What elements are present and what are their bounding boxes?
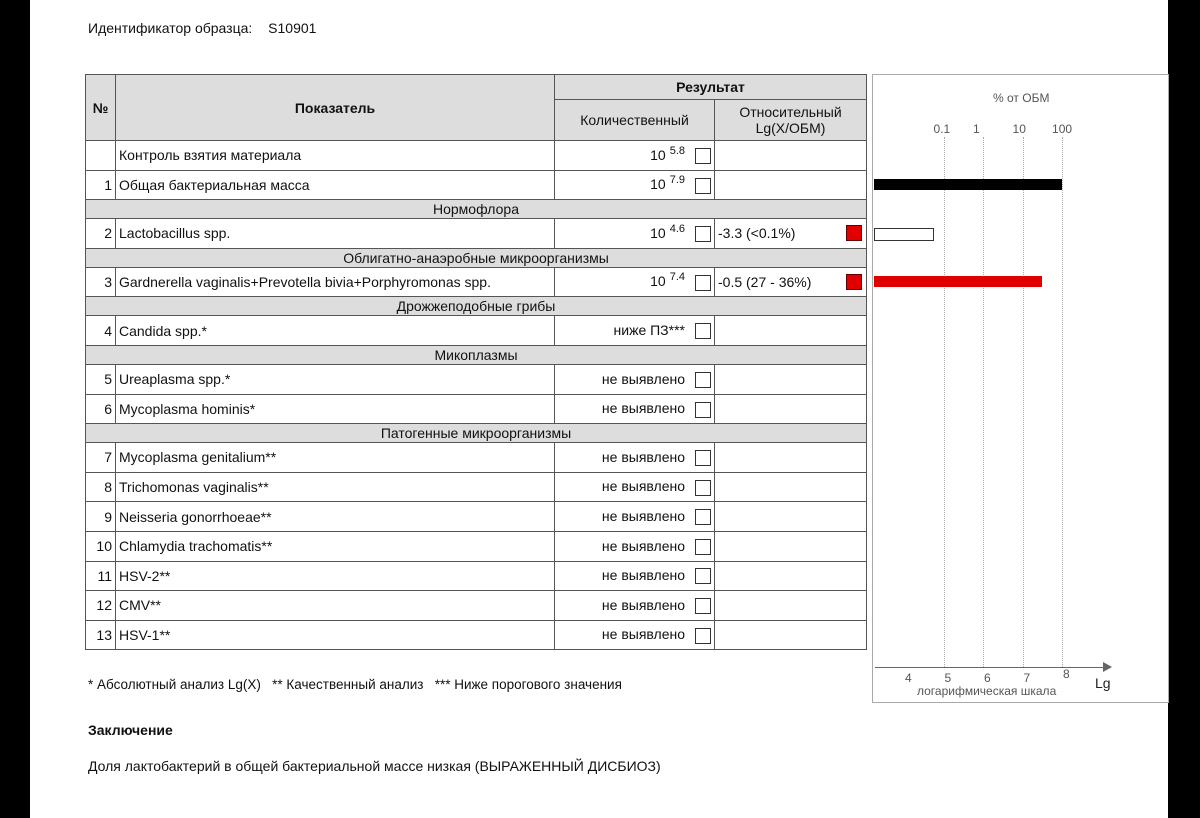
grid-line bbox=[944, 137, 945, 667]
quant-base: 10 bbox=[650, 273, 666, 290]
section-row bbox=[86, 248, 867, 267]
footnote: * Абсолютный анализ Lg(X) ** Качественный анализ *** Ниже порогового значения bbox=[88, 677, 622, 692]
row-number: 11 bbox=[86, 561, 116, 591]
quant-text: не выявлено bbox=[601, 400, 685, 417]
log-scale-chart bbox=[872, 74, 1169, 703]
quantitative-result bbox=[555, 141, 715, 171]
relative-result bbox=[715, 620, 867, 650]
relative-value: -3.3 (<0.1%) bbox=[718, 225, 796, 242]
indicator-name: Mycoplasma genitalium** bbox=[116, 443, 555, 473]
x-tick-label: 5 bbox=[944, 671, 952, 685]
quantitative-result bbox=[555, 443, 715, 473]
relative-result bbox=[715, 267, 867, 297]
quantitative-result bbox=[555, 591, 715, 621]
table-row bbox=[86, 394, 867, 424]
top-tick-label: 0.1 bbox=[933, 122, 951, 136]
table-row bbox=[86, 443, 867, 473]
section-title: Патогенные микроорганизмы bbox=[86, 424, 867, 443]
quant-text: не выявлено bbox=[601, 537, 685, 554]
relative-result bbox=[715, 531, 867, 561]
indicator-name: Chlamydia trachomatis** bbox=[116, 531, 555, 561]
quantitative-result bbox=[555, 170, 715, 200]
quantitative-result bbox=[555, 502, 715, 532]
col-num-header: № bbox=[86, 75, 116, 141]
x-axis-label: логарифмическая шкала bbox=[917, 684, 1057, 698]
alert-flag-icon bbox=[846, 225, 862, 241]
section-title: Нормофлора bbox=[86, 200, 867, 219]
quant-text: не выявлено bbox=[601, 370, 685, 387]
row-number: 9 bbox=[86, 502, 116, 532]
indicator-name: Ureaplasma spp.* bbox=[116, 364, 555, 394]
x-tick-label: 6 bbox=[984, 671, 991, 685]
table-row bbox=[86, 170, 867, 200]
top-tick-label: 1 bbox=[973, 122, 980, 136]
table-row bbox=[86, 219, 867, 249]
row-number: 6 bbox=[86, 394, 116, 424]
x-axis-unit: Lg bbox=[1095, 675, 1111, 691]
table-row bbox=[86, 531, 867, 561]
report-page bbox=[30, 0, 1168, 818]
row-number: 4 bbox=[86, 316, 116, 346]
quant-exponent: 7.9 bbox=[669, 174, 685, 187]
col-relative-header: Относительный Lg(X/ОБМ) bbox=[715, 100, 867, 141]
quant-base: 10 bbox=[650, 146, 666, 163]
quant-text: не выявлено bbox=[601, 626, 685, 643]
conclusion-text: Доля лактобактерий в общей бактериальной массе низкая (ВЫРАЖЕННЫЙ ДИСБИОЗ) bbox=[88, 758, 661, 774]
quant-checkbox bbox=[695, 226, 711, 242]
relative-result bbox=[715, 364, 867, 394]
quant-exponent: 7.4 bbox=[669, 271, 685, 284]
col-result-header: Результат bbox=[555, 75, 867, 100]
row-number: 3 bbox=[86, 267, 116, 297]
quant-checkbox bbox=[695, 178, 711, 194]
quant-checkbox bbox=[695, 372, 711, 388]
table-row bbox=[86, 502, 867, 532]
indicator-name: Candida spp.* bbox=[116, 316, 555, 346]
row-number: 2 bbox=[86, 219, 116, 249]
quantitative-result bbox=[555, 531, 715, 561]
top-tick-label: 10 bbox=[1012, 122, 1026, 136]
quant-checkbox bbox=[695, 323, 711, 339]
quantitative-result bbox=[555, 620, 715, 650]
quant-exponent: 4.6 bbox=[669, 222, 685, 235]
sample-id-label: Идентификатор образца: bbox=[88, 20, 253, 36]
section-title: Дрожжеподобные грибы bbox=[86, 297, 867, 316]
table-row bbox=[86, 141, 867, 171]
indicator-name: Контроль взятия материала bbox=[116, 141, 555, 171]
row-number: 13 bbox=[86, 620, 116, 650]
quant-checkbox bbox=[695, 539, 711, 555]
grid-line bbox=[1062, 137, 1063, 667]
indicator-name: Gardnerella vaginalis+Prevotella bivia+Porphyromonas spp. bbox=[116, 267, 555, 297]
x-axis-line bbox=[875, 667, 1110, 668]
table-row bbox=[86, 591, 867, 621]
table-row bbox=[86, 267, 867, 297]
table-row bbox=[86, 472, 867, 502]
quant-checkbox bbox=[695, 568, 711, 584]
grid-line bbox=[1023, 137, 1024, 667]
row-number: 10 bbox=[86, 531, 116, 561]
row-number: 5 bbox=[86, 364, 116, 394]
x-axis-arrow bbox=[1103, 662, 1112, 672]
quant-text: не выявлено bbox=[601, 507, 685, 524]
table-row bbox=[86, 561, 867, 591]
row-number bbox=[86, 141, 116, 171]
relative-result bbox=[715, 394, 867, 424]
relative-result bbox=[715, 502, 867, 532]
quant-text: не выявлено bbox=[601, 448, 685, 465]
relative-result bbox=[715, 443, 867, 473]
row-number: 7 bbox=[86, 443, 116, 473]
quant-exponent: 5.8 bbox=[669, 144, 685, 157]
quantitative-result bbox=[555, 394, 715, 424]
row-number: 1 bbox=[86, 170, 116, 200]
conclusion-heading: Заключение bbox=[88, 722, 173, 738]
section-title: Облигатно-анаэробные микроорганизмы bbox=[86, 248, 867, 267]
alert-flag-icon bbox=[846, 274, 862, 290]
bar-1 bbox=[874, 179, 1062, 190]
col-indicator-header: Показатель bbox=[116, 75, 555, 141]
table-row bbox=[86, 364, 867, 394]
quant-text: не выявлено bbox=[601, 596, 685, 613]
section-row bbox=[86, 424, 867, 443]
bar-3 bbox=[874, 276, 1042, 287]
quantitative-result bbox=[555, 472, 715, 502]
indicator-name: Lactobacillus spp. bbox=[116, 219, 555, 249]
relative-result bbox=[715, 316, 867, 346]
quant-checkbox bbox=[695, 402, 711, 418]
table-row bbox=[86, 620, 867, 650]
indicator-name: CMV** bbox=[116, 591, 555, 621]
indicator-name: Trichomonas vaginalis** bbox=[116, 472, 555, 502]
quant-checkbox bbox=[695, 628, 711, 644]
quant-checkbox bbox=[695, 480, 711, 496]
section-row bbox=[86, 200, 867, 219]
quant-checkbox bbox=[695, 598, 711, 614]
indicator-name: Общая бактериальная масса bbox=[116, 170, 555, 200]
sample-id bbox=[88, 20, 316, 36]
x-tick-label: 7 bbox=[1023, 671, 1031, 685]
top-tick-label: 100 bbox=[1052, 122, 1073, 136]
quant-checkbox bbox=[695, 148, 711, 164]
quant-base: 10 bbox=[650, 176, 666, 193]
indicator-name: Neisseria gonorrhoeae** bbox=[116, 502, 555, 532]
quant-text: не выявлено bbox=[601, 478, 685, 495]
relative-result bbox=[715, 561, 867, 591]
relative-value: -0.5 (27 - 36%) bbox=[718, 274, 812, 291]
quantitative-result bbox=[555, 364, 715, 394]
indicator-name: Mycoplasma hominis* bbox=[116, 394, 555, 424]
relative-result bbox=[715, 141, 867, 171]
quant-base: 10 bbox=[650, 224, 666, 241]
col-quant-header: Количественный bbox=[555, 100, 715, 141]
section-title: Микоплазмы bbox=[86, 345, 867, 364]
quant-text: не выявлено bbox=[601, 567, 685, 584]
quantitative-result bbox=[555, 267, 715, 297]
x-tick-label: 4 bbox=[905, 671, 912, 685]
table-row bbox=[86, 316, 867, 346]
grid-line bbox=[983, 137, 984, 667]
relative-result bbox=[715, 170, 867, 200]
row-number: 8 bbox=[86, 472, 116, 502]
results-table bbox=[85, 74, 867, 650]
indicator-name: HSV-2** bbox=[116, 561, 555, 591]
sample-id-value: S10901 bbox=[268, 20, 317, 36]
quantitative-result bbox=[555, 316, 715, 346]
quant-checkbox bbox=[695, 275, 711, 291]
quant-text: ниже ПЗ*** bbox=[613, 322, 685, 339]
quantitative-result bbox=[555, 219, 715, 249]
indicator-name: HSV-1** bbox=[116, 620, 555, 650]
quant-checkbox bbox=[695, 509, 711, 525]
quant-checkbox bbox=[695, 450, 711, 466]
row-number: 12 bbox=[86, 591, 116, 621]
bar-2 bbox=[874, 228, 934, 241]
relative-result bbox=[715, 472, 867, 502]
section-row bbox=[86, 345, 867, 364]
relative-result bbox=[715, 219, 867, 249]
section-row bbox=[86, 297, 867, 316]
x-tick-label: 8 bbox=[1063, 667, 1070, 681]
quantitative-result bbox=[555, 561, 715, 591]
relative-result bbox=[715, 591, 867, 621]
chart-title: % от ОБМ bbox=[993, 91, 1050, 105]
